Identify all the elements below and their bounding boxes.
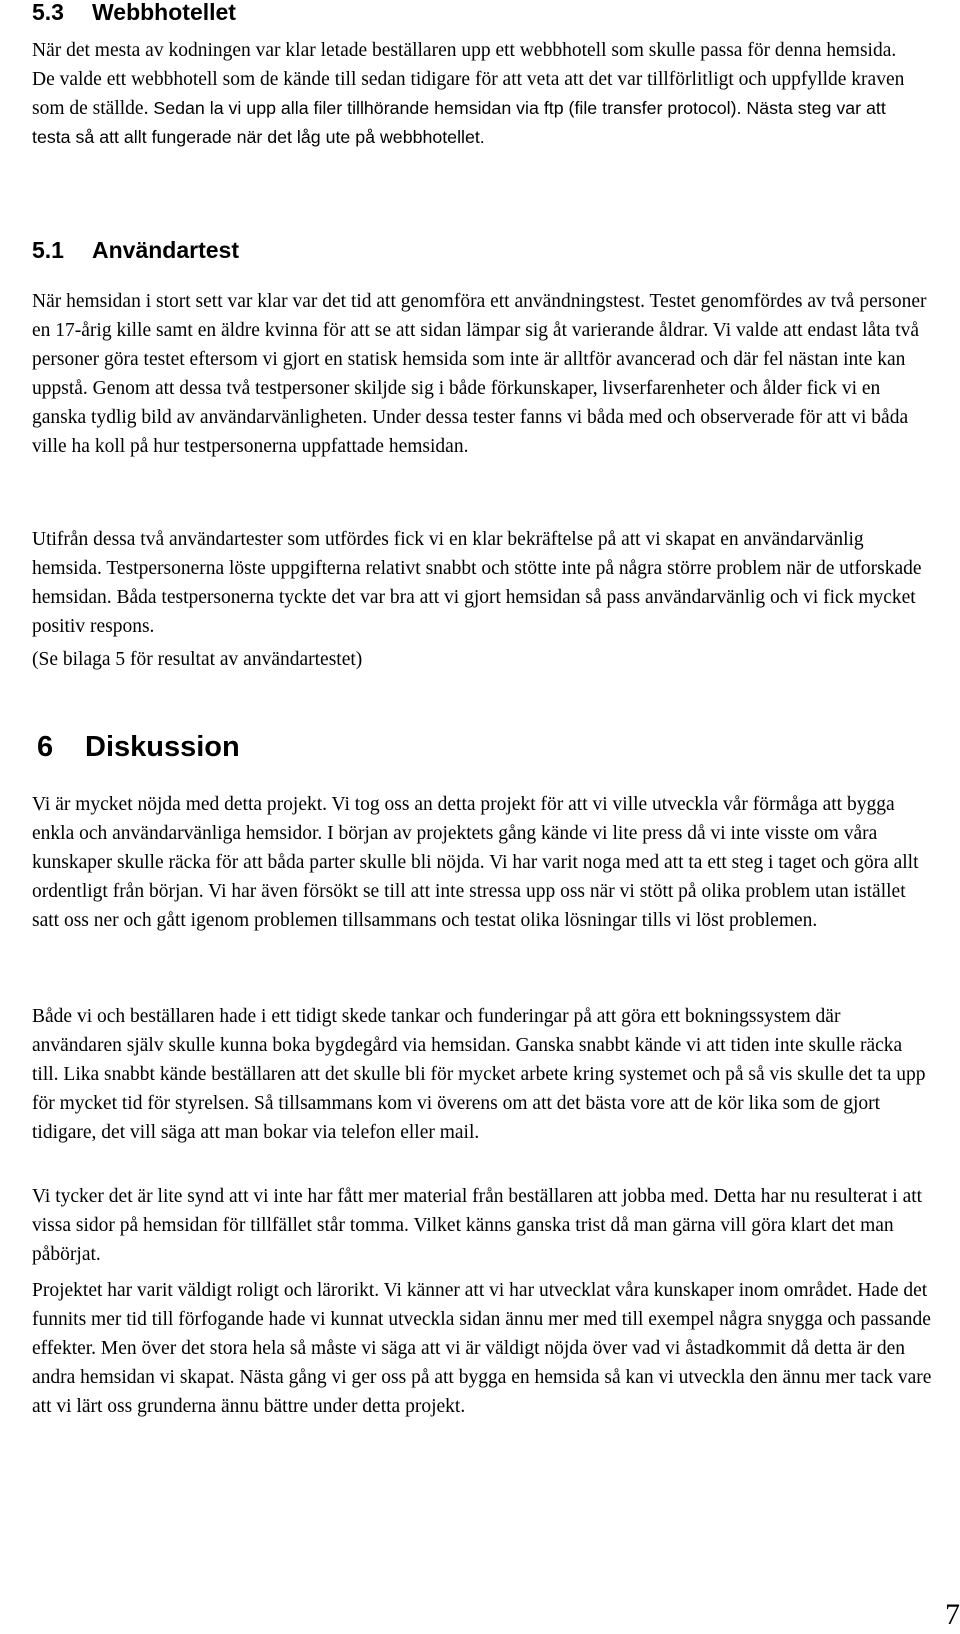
paragraph-diskussion-2: Både vi och beställaren hade i ett tidigt skede tankar och funderingar på att göra ett bokningssystem där användaren själv skulle kunna boka bygdegård via hemsidan. Ganska snabbt kände vi att tiden inte skulle räcka till. Lika snabbt kände beställaren att det skulle bli för mycket arbete kring systemet och på så vis skulle det ta upp för mycket tid för styrelsen. Så tillsammans kom vi överens om att det bästa vore att de kör lika som de gjort tidigare, det vill säga att man bokar via telefon eller mail.	[32, 1006, 926, 1143]
chapter-number: 6	[37, 731, 54, 763]
paragraph-diskussion-3: Vi tycker det är lite synd att vi inte har fått mer material från beställaren att jobba med. Detta har nu resulterat i att vissa sidor på hemsidan för tillfället står tomma. Vilket känns ganska trist då man gärna vill göra klart det man påbörjat.	[32, 1186, 923, 1265]
chapter-title: Diskussion	[85, 731, 240, 763]
section-heading-5-1	[32, 237, 239, 263]
section-number: 5.1	[32, 237, 64, 263]
paragraph-diskussion-1: Vi är mycket nöjda med detta projekt. Vi tog oss an detta projekt för att vi ville utveckla vår förmåga att bygga enkla och användarvänliga hemsidor. I början av projektets gång kände vi lite press då vi inte visste om våra kunskaper skulle räcka för att båda parter skulle bli nöjda. Vi har varit noga med att ta ett steg i taget och göra allt ordentligt från början. Vi har även försökt se till att inte stressa upp oss när vi stött på olika problem utan istället satt oss ner och gått igenom problemen tillsammans och testat olika lösningar tills vi löst problemen.	[32, 794, 919, 931]
section-title: Webbhotellet	[92, 0, 236, 25]
paragraph-text-sans: Sedan la vi upp alla filer tillhörande hemsidan via ftp (file transfer protocol). Nästa steg var att testa så att allt fungerade när det låg ute på webbhotellet.	[32, 98, 886, 147]
section-title: Användartest	[92, 237, 239, 263]
paragraph-anvandartest-2: Utifrån dessa två användartester som utfördes fick vi en klar bekräftelse på att vi skapat en användarvänlig hemsida. Testpersonerna löste uppgifterna relativt snabbt och stötte inte på några större problem när de utforskade hemsidan. Båda testpersonerna tyckte det var bra att vi gjort hemsidan så pass användarvänlig och vi fick mycket positiv respons.	[32, 529, 922, 637]
paragraph-webbhotellet	[32, 36, 912, 152]
section-heading-5-3	[32, 0, 236, 25]
paragraph-diskussion-4: Projektet har varit väldigt roligt och lärorikt. Vi känner att vi har utvecklat våra kunskaper inom området. Hade det funnits mer tid till förfogande hade vi kunnat utveckla sidan ännu mer med till exempel några snygga och passande effekter. Men över det stora hela så måste vi säga att vi är väldigt nöjda över vad vi åstadkommit då detta är den andra hemsidan vi skapat. Nästa gång vi ger oss på att bygga en hemsida så kan vi utveckla den ännu mer tack vare att vi lärt oss grunderna ännu bättre under detta projekt.	[32, 1280, 932, 1417]
paragraph-anvandartest-1: När hemsidan i stort sett var klar var det tid att genomföra ett användningstest. Testet genomfördes av två personer en 17-årig kille samt en äldre kvinna för att se att sidan lämpar sig åt varierande åldrar. Vi valde att endast låta två personer göra testet eftersom vi gjort en statisk hemsida som inte är alltför avancerad och där fel nästan inte kan uppstå. Genom att dessa två testpersoner skiljde sig i både förkunskaper, livserfarenheter och ålder fick vi en ganska tydlig bild av användarvänligheten. Under dessa tester fanns vi båda med och observerade för att vi båda ville ha koll på hur testpersonerna uppfattade hemsidan.	[32, 291, 927, 457]
paragraph-anvandartest-reference: (Se bilaga 5 för resultat av användartestet)	[32, 649, 363, 670]
page-number: 7	[945, 1598, 960, 1631]
paragraph-text-serif: När det mesta av kodningen var klar letade beställaren upp ett webbhotell som skulle passa för denna hemsida. De valde ett webbhotell som de kände till sedan tidigare för att veta att det var tillförlitligt och uppfyllde kraven som de ställde.	[32, 40, 905, 119]
section-number: 5.3	[32, 0, 64, 25]
chapter-heading-6	[32, 730, 240, 764]
